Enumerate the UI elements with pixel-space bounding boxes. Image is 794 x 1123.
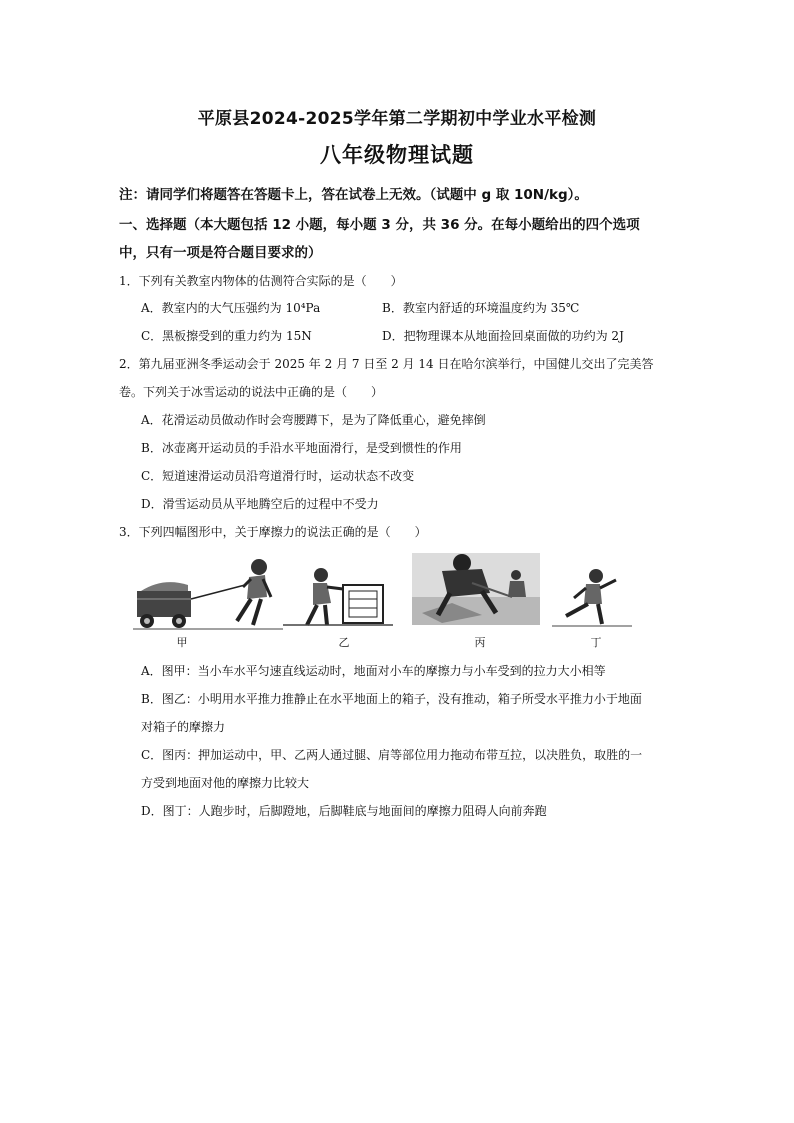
q1-stem: 1．下列有关教室内物体的估测符合实际的是（ ）: [119, 274, 403, 288]
q2-stem-line2: 卷。下列关于冰雪运动的说法中正确的是（ ）: [119, 385, 384, 399]
q2-option-c: C．短道速滑运动员沿弯道滑行时，运动状态不改变: [141, 469, 415, 483]
q2-option-d: D．滑雪运动员从平地腾空后的过程中不受力: [141, 497, 379, 511]
q3-option-c-line2: 方受到地面对他的摩擦力比较大: [141, 776, 310, 790]
q3-option-b-line1: B．图乙：小明用水平推力推静止在水平地面上的箱子，没有推动，箱子所受水平推力小于地面: [141, 692, 642, 706]
figure-label-bing: 丙: [474, 636, 486, 649]
exam-title: 平原县2024-2025学年第二学期初中学业水平检测: [197, 109, 597, 129]
notice: 注：请同学们将题答在答题卡上，答在试卷上无效。（试题中 g 取 10N/kg）。: [119, 187, 588, 203]
q1-option-d: D．把物理课本从地面捡回桌面做的功约为 2J: [382, 329, 624, 343]
q3-option-a: A．图甲：当小车水平匀速直线运动时，地面对小车的摩擦力与小车受到的拉力大小相等: [141, 664, 606, 678]
figure-label-yi: 乙: [338, 636, 350, 649]
q1-option-a: A．教室内的大气压强约为 10⁴Pa: [141, 301, 321, 315]
q2-stem-line1: 2．第九届亚洲冬季运动会于 2025 年 2 月 7 日至 2 月 14 日在哈尔滨举行，中国健儿交出了完美答: [119, 357, 654, 371]
q2-option-b: B．冰壶离开运动员的手沿水平地面滑行，是受到惯性的作用: [141, 441, 462, 455]
q1-option-c: C．黑板擦受到的重力约为 15N: [141, 329, 312, 343]
section-heading-line1: 一、选择题（本大题包括 12 小题，每小题 3 分，共 36 分。在每小题给出的四个选项: [119, 217, 640, 233]
q3-option-c-line1: C．图丙：押加运动中，甲、乙两人通过腿、肩等部位用力拖动布带互拉，以决胜负，取胜的一: [141, 748, 643, 762]
exam-subtitle: 八年级物理试题: [320, 143, 474, 167]
section-heading-line2: 中，只有一项是符合题目要求的）: [119, 245, 322, 261]
q1-option-b: B．教室内舒适的环境温度约为 35℃: [382, 301, 580, 315]
q3-stem: 3．下列四幅图形中，关于摩擦力的说法正确的是（ ）: [119, 525, 427, 539]
figure-jia-cart-pull: [133, 555, 283, 633]
figure-label-jia: 甲: [176, 636, 188, 649]
q3-option-b-line2: 对箱子的摩擦力: [141, 720, 226, 734]
figure-yi-box-push: [283, 565, 393, 631]
q3-option-d: D．图丁：人跑步时，后脚蹬地，后脚鞋底与地面间的摩擦力阻碍人向前奔跑: [141, 804, 547, 818]
figure-ding-runner: [552, 566, 632, 632]
figure-bing-tug-photo: [412, 553, 540, 625]
q2-option-a: A．花滑运动员做动作时会弯腰蹲下，是为了降低重心，避免摔倒: [141, 413, 486, 427]
figure-label-ding: 丁: [590, 636, 602, 649]
